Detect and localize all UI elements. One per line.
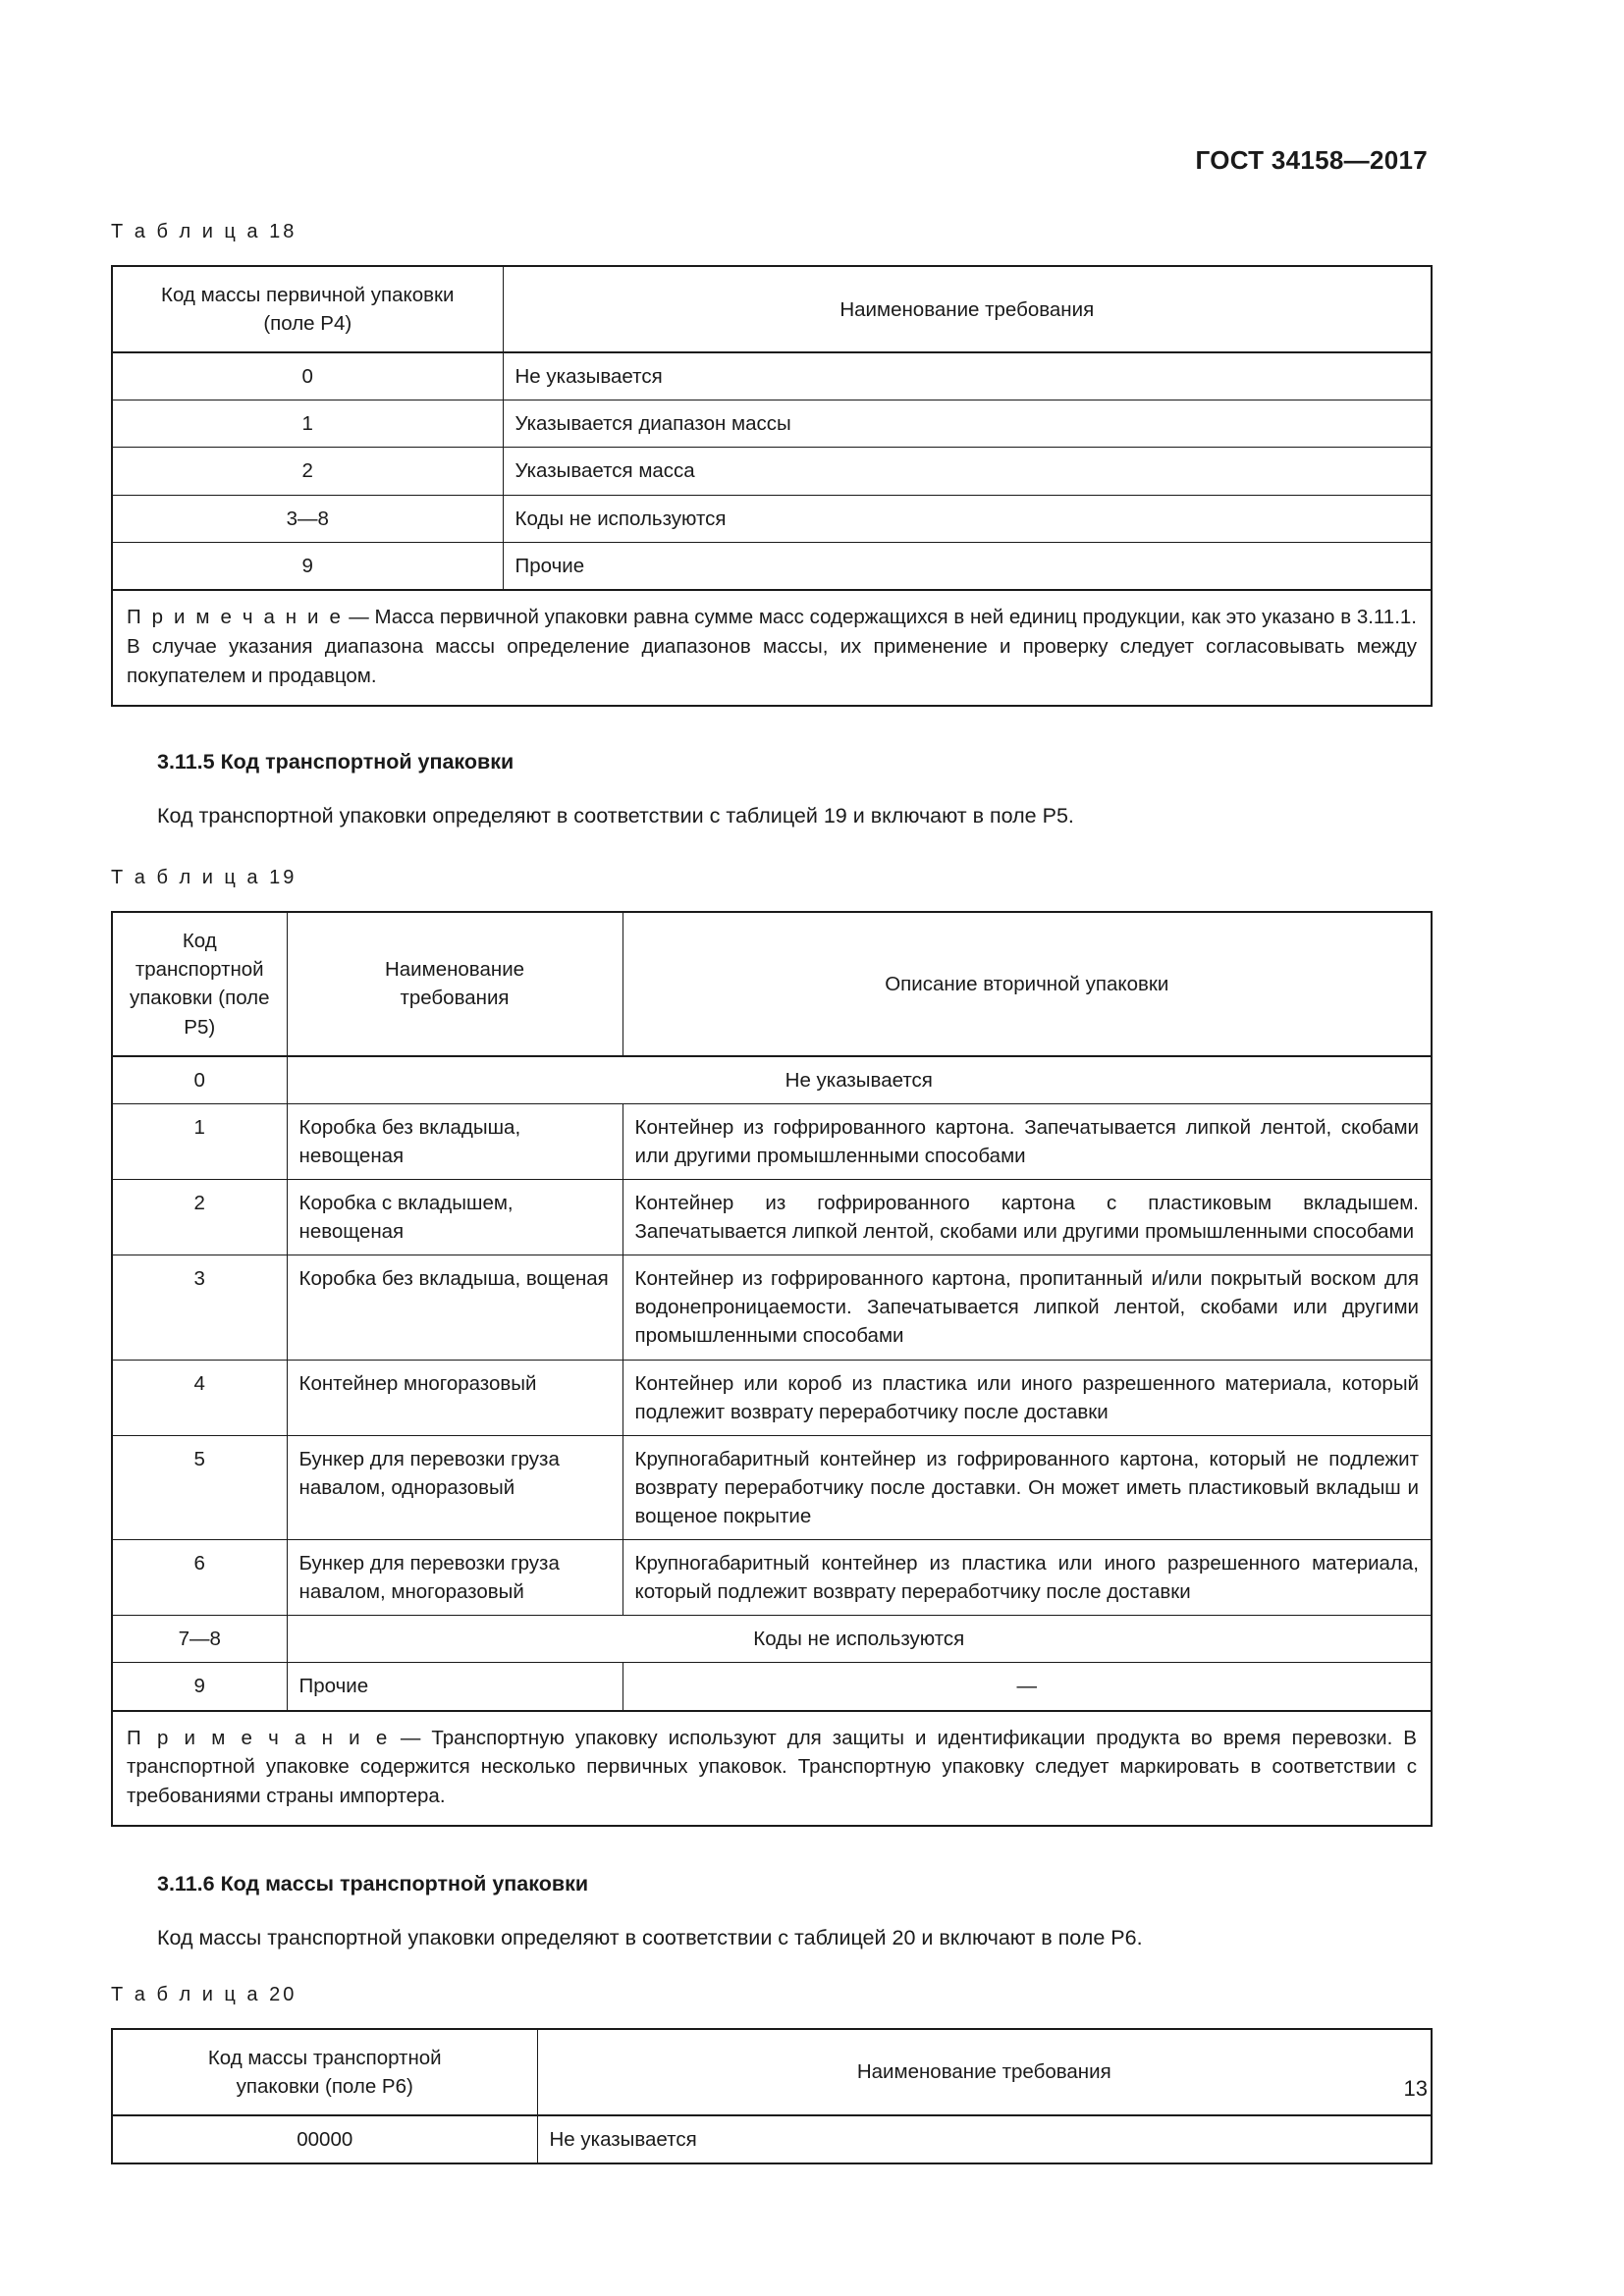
table-19-code-6: 6	[112, 1540, 287, 1616]
table-18-col2-header: Наименование требования	[503, 266, 1432, 352]
table-19-note	[112, 1711, 1432, 1827]
table-18	[111, 265, 1433, 707]
table-19-col3-header: Описание вторичной упаковки	[623, 912, 1432, 1055]
table-18-req-0: Не указывается	[503, 352, 1432, 400]
table-20-col1-header-line2: упаковки (поле Р6)	[236, 2075, 413, 2099]
table-19-name-4: Контейнер многоразовый	[287, 1360, 623, 1435]
table-18-code-2: 2	[112, 448, 503, 495]
table-row	[112, 352, 1432, 400]
table-19-desc-5: Крупногабаритный контейнер из гофрированного картона, который не подлежит возврату переработчику после доставки. Он может иметь пластиковый вкладыш и вощеное покрытие	[623, 1435, 1432, 1539]
table-row	[112, 2115, 1432, 2163]
table-19	[111, 911, 1433, 1827]
page-number: 13	[1403, 2076, 1428, 2101]
table-19-name-2: Коробка с вкладышем, невощеная	[287, 1179, 623, 1255]
table-row	[112, 1103, 1432, 1179]
table-19-col1-header-line2: упаковки (поле Р5)	[129, 987, 270, 1039]
section-3-11-5-paragraph: Код транспортной упаковки определяют в соответствии с таблицей 19 и включают в поле Р5.	[157, 803, 1074, 828]
table-19-name-1: Коробка без вкладыша, невощеная	[287, 1103, 623, 1179]
table-row	[112, 448, 1432, 495]
table-18-note-text: — Масса первичной упаковки равна сумме масс содержащихся в ней единиц продукции, как это указано в 3.11.1. В случае указания диапазона массы определение диапазонов массы, их применение и проверку следует согласовывать между покупателем и продавцом.	[127, 605, 1418, 687]
table-19-code-3: 3	[112, 1255, 287, 1360]
table-19-code-8: 9	[112, 1663, 287, 1711]
section-3-11-5-heading: 3.11.5 Код транспортной упаковки	[157, 749, 514, 774]
table-19-desc-2: Контейнер из гофрированного картона с пластиковым вкладышем. Запечатывается липкой лентой, скобами или другими промышленными способами	[623, 1179, 1432, 1255]
table-row	[112, 400, 1432, 448]
table-20-col1-header	[112, 2029, 537, 2115]
table-19-name-6: Бункер для перевозки груза навалом, многоразовый	[287, 1540, 623, 1616]
section-3-11-6-heading: 3.11.6 Код массы транспортной упаковки	[157, 1872, 589, 1896]
table-18-req-3: Коды не используются	[503, 495, 1432, 542]
section-3-11-6-paragraph: Код массы транспортной упаковки определяют в соответствии с таблицей 20 и включают в поле Р6.	[157, 1926, 1143, 1950]
table-18-caption: Т а б л и ц а 18	[111, 221, 298, 242]
table-row	[112, 1255, 1432, 1360]
document-standard-header: ГОСТ 34158—2017	[1195, 145, 1428, 175]
table-row	[112, 1056, 1432, 1104]
table-row	[112, 1435, 1432, 1539]
table-18-code-3: 3—8	[112, 495, 503, 542]
table-18-req-4: Прочие	[503, 542, 1432, 590]
table-19-caption: Т а б л и ц а 19	[111, 867, 298, 889]
table-20-header-row	[112, 2029, 1432, 2115]
table-19-name-3: Коробка без вкладыша, вощеная	[287, 1255, 623, 1360]
table-19-desc-6: Крупногабаритный контейнер из пластика или иного разрешенного материала, который подлежит возврату переработчику после доставки	[623, 1540, 1432, 1616]
table-20-code-0: 00000	[112, 2115, 537, 2163]
table-18-header-row	[112, 266, 1432, 352]
table-row	[112, 542, 1432, 590]
table-19-desc-8: —	[623, 1663, 1432, 1711]
table-18-col1-header-line2: (поле Р4)	[263, 312, 352, 336]
table-20-req-0: Не указывается	[537, 2115, 1432, 2163]
table-18-req-2: Указывается масса	[503, 448, 1432, 495]
table-20-col2-header: Наименование требования	[537, 2029, 1432, 2115]
table-20-caption: Т а б л и ц а 20	[111, 1983, 298, 2005]
table-19-desc-4: Контейнер или короб из пластика или иного разрешенного материала, который подлежит возврату переработчику после доставки	[623, 1360, 1432, 1435]
table-19-col1-header-line1: Код транспортной	[135, 930, 264, 982]
table-19-code-1: 1	[112, 1103, 287, 1179]
table-18-note	[112, 590, 1432, 706]
table-19-desc-7: Коды не используются	[287, 1616, 1432, 1663]
table-18-note-label: П р и м е ч а н и е	[127, 605, 344, 628]
table-19-desc-1: Контейнер из гофрированного картона. Запечатывается липкой лентой, скобами или другими промышленными способами	[623, 1103, 1432, 1179]
table-19-header-row	[112, 912, 1432, 1055]
table-19-note-row	[112, 1711, 1432, 1827]
table-18-req-1: Указывается диапазон массы	[503, 400, 1432, 448]
table-18-code-0: 0	[112, 352, 503, 400]
table-18-code-4: 9	[112, 542, 503, 590]
table-18-code-1: 1	[112, 400, 503, 448]
table-row	[112, 1179, 1432, 1255]
table-19-col2-header-line2: требования	[400, 987, 510, 1010]
table-20	[111, 2028, 1433, 2164]
table-row	[112, 1540, 1432, 1616]
table-19-col1-header	[112, 912, 287, 1055]
table-19-code-7: 7—8	[112, 1616, 287, 1663]
table-19-note-label: П р и м е ч а н и е	[127, 1726, 390, 1749]
table-row	[112, 1616, 1432, 1663]
table-19-code-4: 4	[112, 1360, 287, 1435]
table-19-note-text: — Транспортную упаковку используют для защиты и идентификации продукта во время перевозки. В транспортной упаковке содержится несколько первичных упаковок. Транспортную упаковку следует маркировать в соответствии с требованиями страны импортера.	[127, 1726, 1417, 1808]
table-20-col1-header-line1: Код массы транспортной	[207, 2046, 442, 2069]
table-19-name-5: Бункер для перевозки груза навалом, одноразовый	[287, 1435, 623, 1539]
table-18-col1-header	[112, 266, 503, 352]
table-19-col2-header	[287, 912, 623, 1055]
table-18-col1-header-line1: Код массы первичной упаковки	[161, 284, 455, 306]
table-18-note-row	[112, 590, 1432, 706]
table-19-code-2: 2	[112, 1179, 287, 1255]
table-row	[112, 1360, 1432, 1435]
table-19-desc-0: Не указывается	[287, 1056, 1432, 1104]
table-19-code-0: 0	[112, 1056, 287, 1104]
table-19-code-5: 5	[112, 1435, 287, 1539]
table-19-desc-3: Контейнер из гофрированного картона, пропитанный и/или покрытый воском для водонепроницаемости. Запечатывается липкой лентой, скобами или другими промышленными способами	[623, 1255, 1432, 1360]
table-row	[112, 495, 1432, 542]
table-19-name-8: Прочие	[287, 1663, 623, 1711]
table-19-col2-header-line1: Наименование	[384, 958, 525, 982]
page-content	[111, 221, 1431, 2164]
table-row	[112, 1663, 1432, 1711]
